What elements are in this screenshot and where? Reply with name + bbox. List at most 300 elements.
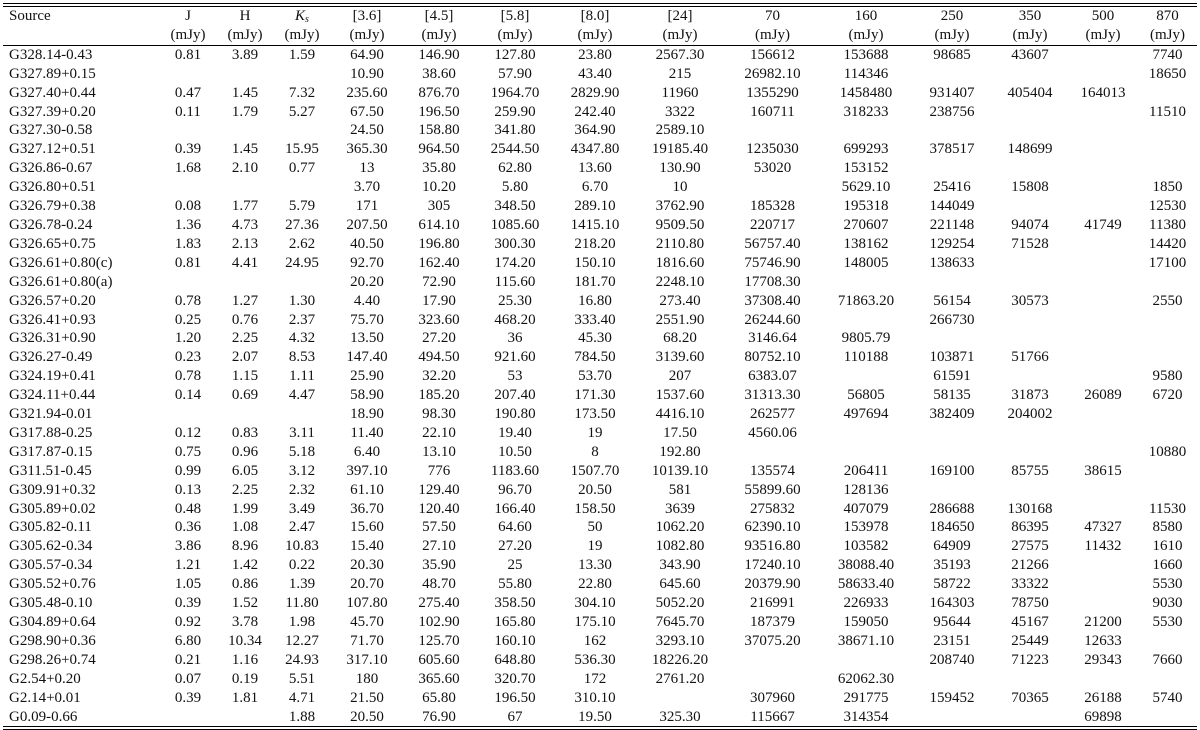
flux-cell: 1537.60 bbox=[655, 387, 705, 404]
flux-cell: 0.19 bbox=[231, 670, 259, 687]
flux-cell: 323.60 bbox=[418, 311, 460, 328]
flux-cell: 3.70 bbox=[353, 179, 381, 196]
flux-cell: 333.40 bbox=[574, 311, 616, 328]
flux-cell bbox=[1138, 405, 1197, 424]
column-unit: (mJy) bbox=[992, 26, 1068, 45]
flux-cell: 50 bbox=[587, 519, 603, 536]
flux-cell: 0.23 bbox=[174, 349, 202, 366]
flux-cell: 0.96 bbox=[231, 443, 259, 460]
table-row bbox=[3, 348, 1197, 367]
flux-cell: 7645.70 bbox=[655, 614, 705, 630]
flux-cell: 65.80 bbox=[422, 689, 456, 706]
flux-cell: 226933 bbox=[843, 595, 889, 612]
flux-cell bbox=[1068, 405, 1138, 424]
source-name-cell: G305.62-0.34 bbox=[9, 538, 93, 555]
flux-cell: 103582 bbox=[843, 538, 889, 555]
flux-cell: 115667 bbox=[750, 708, 795, 725]
flux-cell: 320.70 bbox=[494, 670, 536, 687]
flux-cell: 3.89 bbox=[231, 46, 259, 63]
flux-cell: 235.60 bbox=[346, 84, 388, 101]
flux-cell: 6.70 bbox=[581, 179, 609, 196]
flux-cell: 0.36 bbox=[174, 519, 202, 536]
flux-cell: 13.30 bbox=[578, 557, 612, 574]
flux-cell: 98.30 bbox=[422, 406, 456, 423]
flux-cell: 3.49 bbox=[288, 500, 316, 517]
flux-cell: 13.10 bbox=[422, 443, 456, 460]
flux-cell bbox=[912, 65, 992, 84]
flux-cell: 53.70 bbox=[578, 368, 612, 385]
source-name-cell: G326.61+0.80(a) bbox=[9, 273, 113, 290]
flux-cell: 6.40 bbox=[353, 443, 381, 460]
flux-cell: 166.40 bbox=[494, 500, 536, 517]
flux-cell: 17100 bbox=[1148, 254, 1187, 271]
table-row bbox=[3, 424, 1197, 443]
flux-cell: 164303 bbox=[929, 595, 975, 612]
flux-cell: 18650 bbox=[1148, 65, 1187, 82]
flux-cell: 153688 bbox=[843, 46, 889, 63]
flux-cell: 405404 bbox=[1007, 84, 1053, 101]
flux-cell: 153152 bbox=[843, 160, 889, 177]
flux-cell: 169100 bbox=[929, 462, 975, 479]
table-row bbox=[3, 632, 1197, 651]
column-header: [4.5] bbox=[424, 8, 454, 24]
flux-cell: 242.40 bbox=[574, 103, 616, 120]
flux-cell: 1082.80 bbox=[655, 538, 705, 555]
flux-cell: 21.50 bbox=[350, 689, 384, 706]
flux-cell: 20.70 bbox=[350, 576, 384, 593]
column-unit: (mJy) bbox=[1068, 26, 1138, 45]
flux-cell: 2829.90 bbox=[570, 84, 620, 101]
flux-cell: 776 bbox=[427, 462, 451, 479]
flux-cell: 29343 bbox=[1084, 651, 1122, 668]
source-name-cell: G321.94-0.01 bbox=[9, 406, 93, 423]
flux-cell bbox=[725, 178, 820, 197]
flux-cell: 4347.80 bbox=[570, 141, 620, 158]
flux-cell: 4.40 bbox=[353, 292, 381, 309]
flux-cell bbox=[1068, 178, 1138, 197]
flux-cell bbox=[820, 121, 912, 140]
flux-cell: 3.11 bbox=[289, 424, 315, 441]
flux-cell: 1507.70 bbox=[570, 462, 620, 479]
flux-cell: 164013 bbox=[1080, 84, 1126, 101]
flux-cell: 314354 bbox=[843, 708, 889, 725]
flux-cell: 6.80 bbox=[174, 632, 202, 649]
flux-cell bbox=[273, 121, 331, 140]
table-row bbox=[3, 481, 1197, 500]
flux-cell: 160.10 bbox=[494, 632, 536, 649]
flux-cell: 17.50 bbox=[663, 424, 697, 441]
flux-cell bbox=[992, 443, 1068, 462]
flux-cell bbox=[217, 405, 273, 424]
flux-cell bbox=[217, 65, 273, 84]
table-row bbox=[3, 689, 1197, 708]
flux-cell: 1.11 bbox=[289, 368, 315, 385]
flux-cell: 1.45 bbox=[231, 84, 259, 101]
flux-cell: 5052.20 bbox=[655, 595, 705, 612]
flux-cell bbox=[912, 121, 992, 140]
table-row bbox=[3, 45, 1197, 64]
flux-cell: 51766 bbox=[1011, 349, 1049, 366]
flux-cell: 68.20 bbox=[663, 330, 697, 347]
flux-cell: 1610 bbox=[1152, 538, 1183, 555]
flux-cell: 36.70 bbox=[350, 500, 384, 517]
flux-cell: 494.50 bbox=[418, 349, 460, 366]
flux-cell bbox=[1068, 594, 1138, 613]
table-row bbox=[3, 670, 1197, 689]
source-name-cell: G326.78-0.24 bbox=[9, 216, 93, 233]
flux-cell: 0.47 bbox=[174, 84, 202, 101]
flux-cell bbox=[1068, 254, 1138, 273]
flux-cell: 1183.60 bbox=[490, 462, 540, 479]
flux-cell bbox=[1138, 632, 1197, 651]
flux-cell: 3.12 bbox=[288, 462, 316, 479]
table-body bbox=[3, 45, 1197, 726]
flux-cell: 61591 bbox=[933, 368, 971, 385]
flux-cell bbox=[1138, 159, 1197, 178]
flux-cell: 158.50 bbox=[574, 500, 616, 517]
source-name-cell: G327.89+0.15 bbox=[9, 65, 96, 82]
flux-cell: 25.30 bbox=[498, 292, 532, 309]
flux-cell: 10.50 bbox=[498, 443, 532, 460]
flux-cell: 1.79 bbox=[231, 103, 259, 120]
column-header: [8.0] bbox=[580, 8, 610, 24]
flux-cell: 22.10 bbox=[422, 424, 456, 441]
flux-cell: 144049 bbox=[929, 198, 975, 215]
flux-cell: 0.08 bbox=[174, 198, 202, 215]
table-row bbox=[3, 311, 1197, 330]
source-name-cell: G327.40+0.44 bbox=[9, 84, 96, 101]
flux-cell: 2.10 bbox=[231, 160, 259, 177]
flux-cell bbox=[1138, 670, 1197, 689]
flux-cell bbox=[1138, 462, 1197, 481]
table-row bbox=[3, 405, 1197, 424]
flux-cell: 180 bbox=[355, 670, 379, 687]
flux-cell bbox=[635, 689, 725, 708]
flux-cell: 26244.60 bbox=[744, 311, 801, 328]
table-row bbox=[3, 103, 1197, 122]
flux-cell bbox=[992, 159, 1068, 178]
flux-cell: 1.81 bbox=[231, 689, 259, 706]
flux-cell: 20379.90 bbox=[744, 576, 801, 593]
flux-cell: 33322 bbox=[1011, 576, 1049, 593]
flux-table-container bbox=[3, 3, 1197, 730]
flux-cell bbox=[820, 651, 912, 670]
flux-cell: 160711 bbox=[750, 103, 795, 120]
flux-cell bbox=[912, 443, 992, 462]
flux-cell: 378517 bbox=[929, 141, 975, 158]
flux-cell: 138162 bbox=[843, 235, 889, 252]
flux-cell: 12.27 bbox=[285, 632, 319, 649]
flux-cell: 9030 bbox=[1152, 595, 1183, 612]
source-name-cell: G324.11+0.44 bbox=[9, 387, 96, 404]
table-row bbox=[3, 594, 1197, 613]
flux-cell bbox=[217, 273, 273, 292]
flux-cell: 4416.10 bbox=[655, 406, 705, 423]
flux-cell: 11.40 bbox=[350, 424, 384, 441]
flux-cell: 64909 bbox=[933, 538, 971, 555]
flux-cell bbox=[1138, 311, 1197, 330]
flux-cell: 67 bbox=[507, 708, 523, 725]
flux-cell: 58135 bbox=[933, 387, 971, 404]
flux-cell bbox=[1068, 273, 1138, 292]
flux-cell: 10.34 bbox=[228, 632, 262, 649]
flux-cell: 0.48 bbox=[174, 500, 202, 517]
flux-cell: 26089 bbox=[1084, 387, 1122, 404]
flux-cell: 20.20 bbox=[350, 273, 384, 290]
flux-cell: 127.80 bbox=[494, 46, 536, 63]
flux-cell: 10.83 bbox=[285, 538, 319, 555]
flux-cell: 192.80 bbox=[659, 443, 701, 460]
flux-cell: 173.50 bbox=[574, 406, 616, 423]
flux-cell: 0.76 bbox=[231, 311, 259, 328]
flux-cell: 6720 bbox=[1152, 387, 1183, 404]
flux-cell: 27.36 bbox=[285, 216, 319, 233]
source-name-cell: G326.80+0.51 bbox=[9, 179, 96, 196]
flux-cell bbox=[1068, 670, 1138, 689]
flux-cell: 2761.20 bbox=[655, 670, 705, 687]
flux-cell: 35193 bbox=[933, 557, 971, 574]
column-unit: (mJy) bbox=[725, 26, 820, 45]
flux-cell bbox=[1068, 367, 1138, 386]
flux-cell: 9580 bbox=[1152, 368, 1183, 385]
flux-cell: 1660 bbox=[1152, 557, 1183, 574]
flux-cell: 215 bbox=[668, 65, 692, 82]
column-unit: (mJy) bbox=[403, 26, 475, 45]
flux-cell: 171 bbox=[355, 198, 379, 215]
flux-cell bbox=[992, 708, 1068, 727]
flux-cell: 1.59 bbox=[288, 46, 316, 63]
flux-cell: 2589.10 bbox=[655, 122, 705, 139]
flux-cell: 0.39 bbox=[174, 595, 202, 612]
flux-cell: 115.60 bbox=[494, 273, 536, 290]
flux-cell: 876.70 bbox=[418, 84, 460, 101]
flux-cell: 181.70 bbox=[574, 273, 616, 290]
flux-cell: 1.83 bbox=[174, 235, 202, 252]
flux-cell: 26188 bbox=[1084, 689, 1122, 706]
flux-cell: 307960 bbox=[750, 689, 795, 706]
flux-cell: 78750 bbox=[1011, 595, 1049, 612]
flux-cell: 102.90 bbox=[418, 614, 460, 630]
flux-cell: 17708.30 bbox=[744, 273, 801, 290]
flux-cell: 1.15 bbox=[231, 368, 259, 385]
flux-cell: 40.50 bbox=[350, 235, 384, 252]
flux-cell bbox=[725, 443, 820, 462]
flux-cell: 165.80 bbox=[494, 614, 536, 630]
flux-cell: 129.40 bbox=[418, 481, 460, 498]
flux-cell: 1458480 bbox=[839, 84, 893, 101]
flux-cell: 238756 bbox=[929, 103, 975, 120]
flux-cell bbox=[725, 121, 820, 140]
flux-cell: 5629.10 bbox=[841, 179, 891, 196]
flux-cell bbox=[273, 273, 331, 292]
flux-cell: 1.88 bbox=[288, 708, 316, 725]
flux-cell: 71863.20 bbox=[837, 292, 895, 309]
column-unit: (mJy) bbox=[1138, 26, 1197, 45]
flux-cell: 67.50 bbox=[350, 103, 384, 120]
flux-cell: 5530 bbox=[1152, 614, 1183, 630]
flux-cell: 32.20 bbox=[422, 368, 456, 385]
flux-cell: 0.22 bbox=[288, 557, 316, 574]
column-unit: (mJy) bbox=[475, 26, 555, 45]
flux-cell: 3322 bbox=[665, 103, 695, 120]
flux-cell: 196.50 bbox=[418, 103, 460, 120]
flux-cell: 19 bbox=[587, 538, 603, 555]
flux-cell bbox=[992, 367, 1068, 386]
flux-cell: 262577 bbox=[750, 406, 795, 423]
flux-cell bbox=[1138, 708, 1197, 727]
flux-cell: 581 bbox=[668, 481, 692, 498]
table-row bbox=[3, 84, 1197, 103]
flux-cell bbox=[820, 443, 912, 462]
flux-cell: 17.90 bbox=[422, 292, 456, 309]
source-name-cell: G326.65+0.75 bbox=[9, 235, 96, 252]
flux-cell bbox=[1068, 556, 1138, 575]
column-header: J bbox=[185, 8, 191, 24]
flux-cell: 25 bbox=[507, 557, 523, 574]
flux-cell: 0.14 bbox=[174, 387, 202, 404]
source-name-cell: G305.89+0.02 bbox=[9, 500, 96, 517]
flux-cell bbox=[1068, 424, 1138, 443]
flux-cell: 3.78 bbox=[231, 614, 259, 630]
flux-cell: 21266 bbox=[1011, 557, 1049, 574]
flux-cell: 0.25 bbox=[174, 311, 202, 328]
flux-cell: 24.93 bbox=[285, 651, 319, 668]
flux-cell: 25416 bbox=[933, 179, 971, 196]
flux-cell: 0.69 bbox=[231, 387, 259, 404]
flux-cell: 64.90 bbox=[350, 46, 384, 63]
flux-cell: 0.92 bbox=[174, 614, 202, 630]
flux-cell: 1.68 bbox=[174, 160, 202, 177]
flux-cell: 18226.20 bbox=[651, 651, 709, 668]
flux-cell: 2110.80 bbox=[655, 235, 705, 252]
flux-cell: 305 bbox=[427, 198, 451, 215]
column-unit: (mJy) bbox=[555, 26, 635, 45]
flux-cell: 185.20 bbox=[418, 387, 460, 404]
flux-cell: 175.10 bbox=[574, 614, 616, 630]
flux-cell: 10 bbox=[672, 179, 688, 196]
flux-cell bbox=[1068, 500, 1138, 519]
column-unit: (mJy) bbox=[820, 26, 912, 45]
flux-cell: 72.90 bbox=[422, 273, 456, 290]
flux-cell: 216991 bbox=[750, 595, 795, 612]
flux-cell: 648.80 bbox=[494, 651, 536, 668]
flux-cell: 921.60 bbox=[494, 349, 536, 366]
flux-cell: 107.80 bbox=[346, 595, 388, 612]
flux-cell: 207.40 bbox=[494, 387, 536, 404]
flux-cell: 206411 bbox=[843, 462, 889, 479]
flux-cell: 38671.10 bbox=[837, 632, 895, 649]
column-unit: (mJy) bbox=[159, 26, 217, 45]
flux-cell: 5.80 bbox=[501, 179, 529, 196]
flux-cell: 2248.10 bbox=[655, 273, 705, 290]
flux-cell: 5.18 bbox=[288, 443, 316, 460]
flux-cell: 159050 bbox=[843, 614, 889, 630]
column-header: 350 bbox=[1018, 8, 1042, 24]
flux-cell: 0.78 bbox=[174, 368, 202, 385]
flux-cell: 0.81 bbox=[174, 46, 202, 63]
flux-cell: 931407 bbox=[929, 84, 975, 101]
flux-cell: 0.77 bbox=[288, 160, 316, 177]
flux-cell: 174.20 bbox=[494, 254, 536, 271]
flux-cell: 129254 bbox=[929, 235, 975, 252]
flux-cell: 19.50 bbox=[578, 708, 612, 725]
flux-cell: 45.70 bbox=[350, 614, 384, 630]
flux-cell bbox=[1068, 235, 1138, 254]
flux-cell: 130168 bbox=[1007, 500, 1053, 517]
flux-cell: 184650 bbox=[929, 519, 975, 536]
flux-cell: 48.70 bbox=[422, 576, 456, 593]
flux-cell: 11380 bbox=[1149, 216, 1186, 233]
column-unit: (mJy) bbox=[912, 26, 992, 45]
flux-cell: 61.10 bbox=[350, 481, 384, 498]
flux-cell: 1.45 bbox=[231, 141, 259, 158]
flux-cell bbox=[159, 405, 217, 424]
flux-cell: 43.40 bbox=[578, 65, 612, 82]
flux-cell bbox=[992, 670, 1068, 689]
flux-cell bbox=[912, 481, 992, 500]
flux-cell: 11432 bbox=[1084, 538, 1122, 555]
flux-cell: 7660 bbox=[1152, 651, 1183, 668]
flux-cell: 8 bbox=[591, 443, 599, 460]
flux-cell: 11510 bbox=[1149, 103, 1186, 120]
flux-cell: 55899.60 bbox=[744, 481, 801, 498]
table-row bbox=[3, 140, 1197, 159]
flux-cell: 468.20 bbox=[494, 311, 536, 328]
flux-cell bbox=[820, 273, 912, 292]
flux-cell: 110188 bbox=[843, 349, 889, 366]
flux-cell bbox=[217, 178, 273, 197]
flux-cell: 93516.80 bbox=[744, 538, 801, 555]
flux-cell: 1.99 bbox=[231, 500, 259, 517]
flux-cell: 304.10 bbox=[574, 595, 616, 612]
flux-cell: 120.40 bbox=[418, 500, 460, 517]
flux-cell: 45.30 bbox=[578, 330, 612, 347]
flux-cell: 71223 bbox=[1011, 651, 1049, 668]
flux-cell: 397.10 bbox=[346, 462, 388, 479]
flux-cell bbox=[1138, 424, 1197, 443]
flux-cell bbox=[912, 329, 992, 348]
flux-cell bbox=[159, 273, 217, 292]
header-row bbox=[3, 7, 1197, 26]
flux-cell bbox=[1068, 292, 1138, 311]
source-name-cell: G324.19+0.41 bbox=[9, 368, 96, 385]
flux-cell: 15.60 bbox=[350, 519, 384, 536]
flux-cell: 20.50 bbox=[350, 708, 384, 725]
flux-cell: 25449 bbox=[1011, 632, 1049, 649]
flux-cell: 47327 bbox=[1084, 519, 1122, 536]
flux-cell: 3146.64 bbox=[748, 330, 797, 347]
flux-cell: 12633 bbox=[1084, 632, 1122, 649]
flux-cell: 358.50 bbox=[494, 595, 536, 612]
flux-cell: 8.53 bbox=[288, 349, 316, 366]
flux-cell: 5.79 bbox=[288, 198, 316, 215]
table-row bbox=[3, 159, 1197, 178]
flux-cell bbox=[217, 708, 273, 727]
flux-cell: 1964.70 bbox=[490, 84, 540, 101]
flux-cell bbox=[1138, 329, 1197, 348]
source-name-cell: G326.27-0.49 bbox=[9, 349, 93, 366]
flux-cell: 156612 bbox=[750, 46, 795, 63]
flux-cell: 27.20 bbox=[422, 330, 456, 347]
flux-cell: 289.10 bbox=[574, 198, 616, 215]
flux-cell: 0.39 bbox=[174, 689, 202, 706]
source-name-cell: G298.90+0.36 bbox=[9, 632, 96, 649]
source-name-cell: G305.82-0.11 bbox=[9, 519, 92, 536]
source-name-cell: G326.31+0.90 bbox=[9, 330, 96, 347]
flux-cell: 53020 bbox=[753, 160, 792, 177]
source-name-cell: G305.57-0.34 bbox=[9, 557, 93, 574]
flux-cell bbox=[992, 121, 1068, 140]
